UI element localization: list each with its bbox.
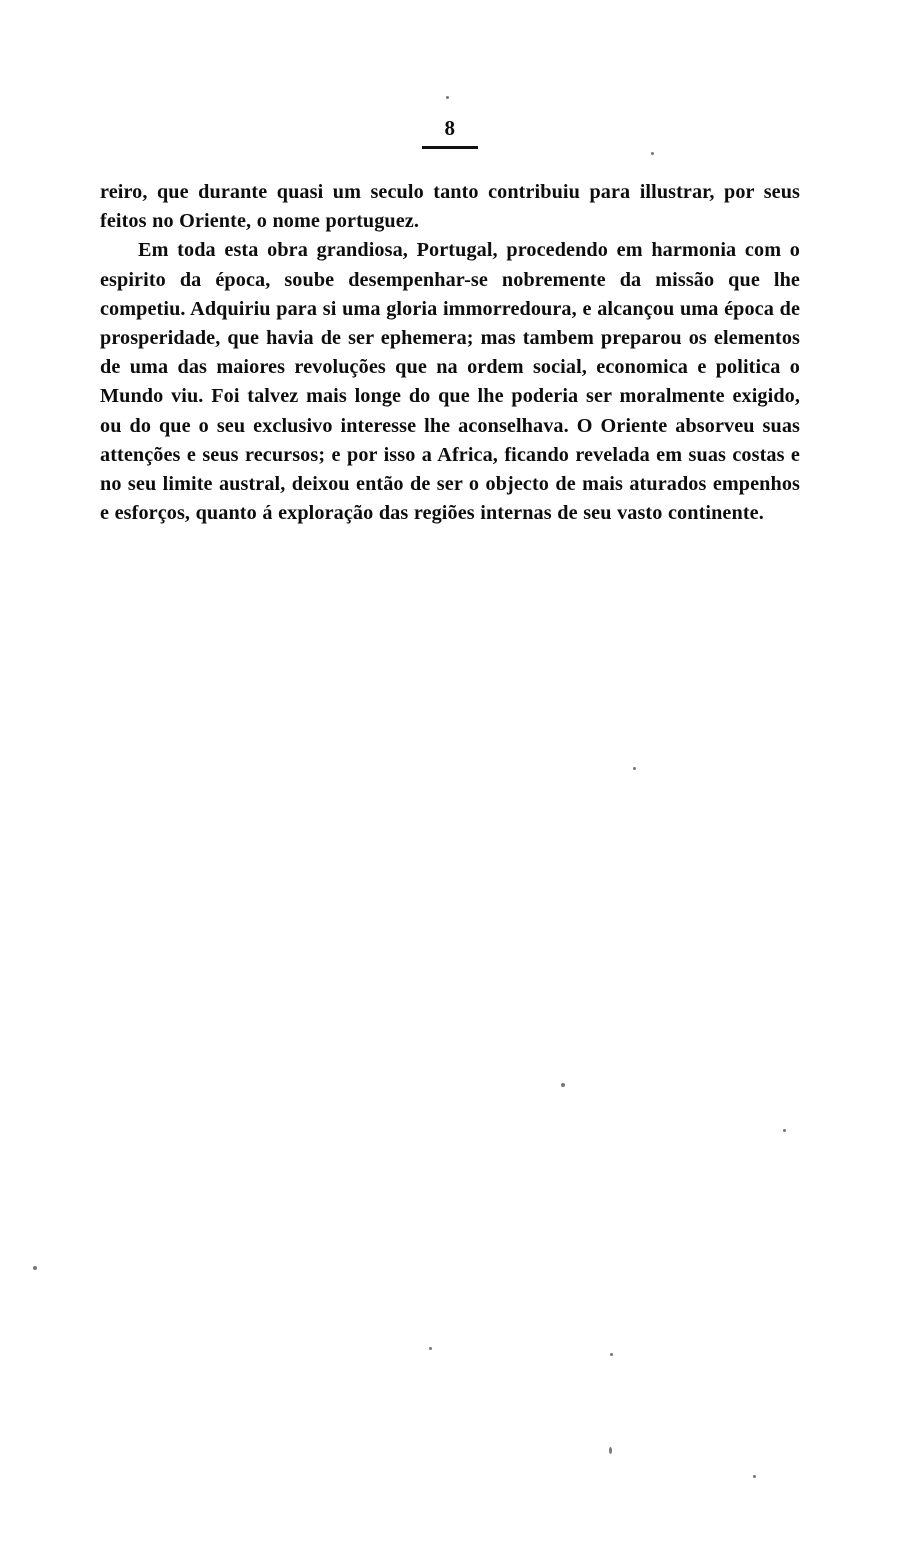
scan-speck: [446, 96, 449, 99]
scan-speck: [609, 1447, 612, 1454]
scan-speck: [429, 1347, 432, 1350]
header-rule: [422, 146, 478, 149]
scan-speck: [651, 152, 654, 155]
page-number: 8: [444, 116, 456, 140]
page-header: [0, 118, 900, 149]
scan-speck: [753, 1475, 756, 1478]
scan-speck: [610, 1353, 613, 1356]
body-text: [100, 178, 800, 528]
paragraph: reiro, que durante quasi um seculo tanto contribuiu para illustrar, por seus feitos no Oriente, o nome portuguez.: [100, 181, 800, 233]
scan-speck: [783, 1129, 786, 1132]
scan-speck: [633, 767, 636, 770]
paragraph: Em toda esta obra grandiosa, Portugal, procedendo em harmonia com o espirito da época, soube desempenhar-se nobremente da missão que lhe competiu. Adquiriu para si uma gloria immorredoura, e alcançou uma época de prosperidade, que havia de ser ephemera; mas tambem preparou os elementos de uma das maiores revoluções que na ordem social, economica e politica o Mundo viu. Foi talvez mais longe do que lhe poderia ser moralmente exigido, ou do que o seu exclusivo interesse lhe aconselhava. O Oriente absorveu suas attenções e seus recursos; e por isso a Africa, ficando revelada em suas costas e no seu limite austral, deixou então de ser o objecto de mais aturados empenhos e esforços, quanto á exploração das regiões internas de seu vasto continente.: [100, 239, 800, 525]
scan-speck: [561, 1083, 565, 1087]
scan-speck: [33, 1266, 37, 1270]
